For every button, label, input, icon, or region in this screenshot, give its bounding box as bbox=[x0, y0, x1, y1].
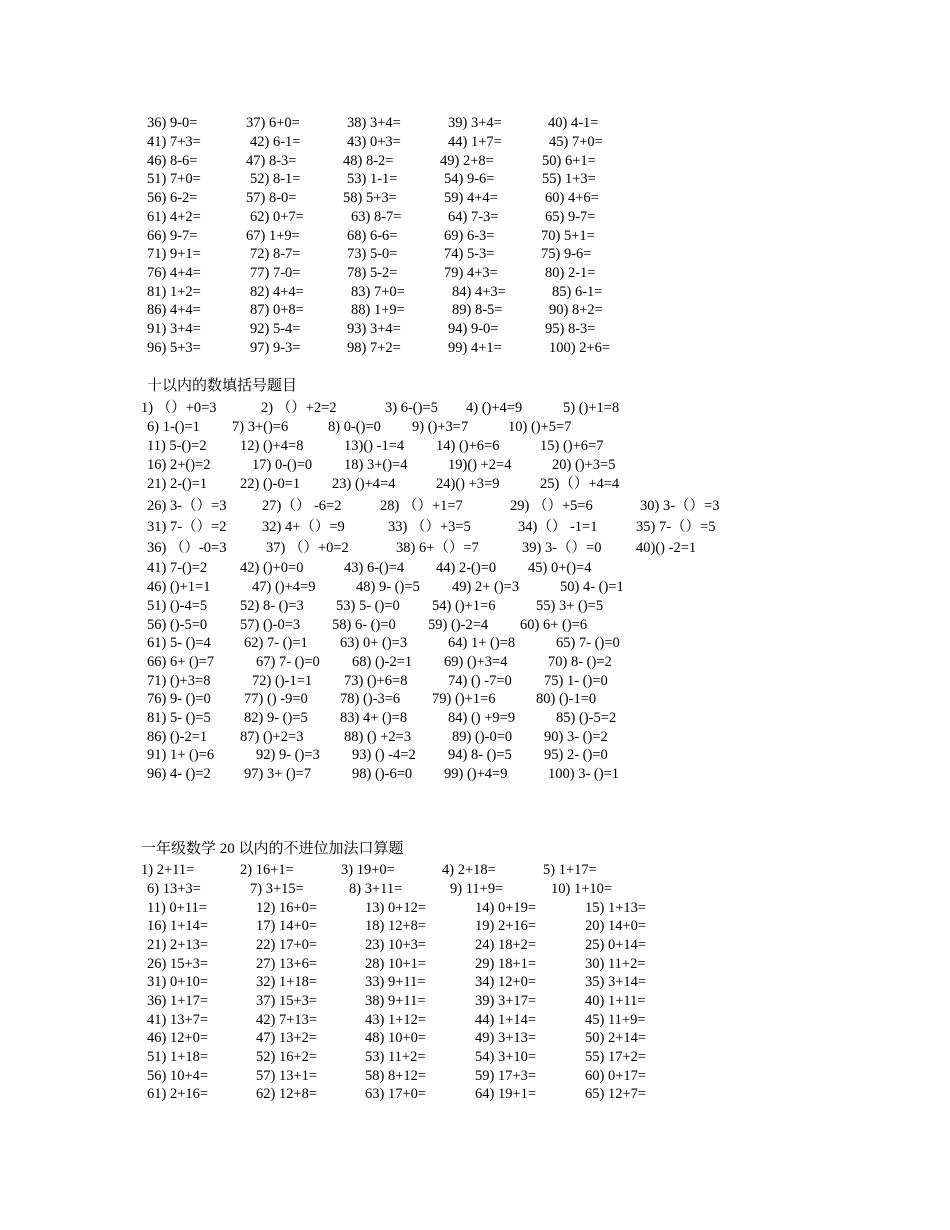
math-problem: 22) 17+0= bbox=[256, 937, 318, 953]
math-problem: 14) ()+6=6 bbox=[436, 438, 500, 454]
math-problem: 74) 5-3= bbox=[444, 246, 495, 262]
math-problem: 25) 0+14= bbox=[585, 937, 647, 953]
math-problem: 57) 8-0= bbox=[246, 190, 297, 206]
problem-row bbox=[0, 418, 940, 436]
math-problem: 59) 17+3= bbox=[475, 1068, 537, 1084]
math-problem: 36) 1+17= bbox=[147, 993, 209, 1009]
math-problem: 52) 16+2= bbox=[256, 1049, 318, 1065]
math-problem: 84) () +9=9 bbox=[448, 710, 516, 726]
math-problem: 39) 3+4= bbox=[448, 115, 502, 131]
math-problem: 24) 18+2= bbox=[475, 937, 537, 953]
problem-row bbox=[0, 728, 940, 746]
problem-row bbox=[0, 899, 940, 917]
math-problem: 76) 4+4= bbox=[147, 265, 201, 281]
problem-row bbox=[0, 475, 940, 493]
math-problem: 85) 6-1= bbox=[552, 284, 603, 300]
math-problem: 66) 6+ ()=7 bbox=[147, 654, 215, 670]
math-problem: 76) 9- ()=0 bbox=[147, 691, 211, 707]
math-problem: 19)() +2=4 bbox=[448, 457, 512, 473]
math-problem: 79) ()+1=6 bbox=[432, 691, 496, 707]
math-problem: 47) ()+4=9 bbox=[252, 579, 316, 595]
math-problem: 52) 8- ()=3 bbox=[240, 598, 304, 614]
math-problem: 51) 1+18= bbox=[147, 1049, 209, 1065]
math-problem: 26) 15+3= bbox=[147, 956, 209, 972]
math-problem: 78) 5-2= bbox=[347, 265, 398, 281]
math-problem: 31) 7-（）=2 bbox=[147, 519, 227, 535]
problem-row bbox=[0, 917, 940, 935]
math-problem: 50) 6+1= bbox=[542, 153, 596, 169]
math-problem: 64) 1+ ()=8 bbox=[448, 635, 516, 651]
math-problem: 80) ()-1=0 bbox=[536, 691, 597, 707]
problem-row bbox=[0, 320, 940, 338]
math-problem: 85) ()-5=2 bbox=[556, 710, 617, 726]
math-problem: 35) 3+14= bbox=[585, 974, 647, 990]
problem-row bbox=[0, 973, 940, 991]
math-problem: 69) ()+3=4 bbox=[444, 654, 508, 670]
math-problem: 22) ()-0=1 bbox=[240, 476, 301, 492]
math-problem: 72) ()-1=1 bbox=[252, 673, 313, 689]
math-problem: 14) 0+19= bbox=[475, 900, 537, 916]
math-problem: 12) 16+0= bbox=[256, 900, 318, 916]
math-problem: 17) 0-()=0 bbox=[252, 457, 313, 473]
math-problem: 7) 3+15= bbox=[250, 881, 304, 897]
math-problem: 95) 2- ()=0 bbox=[544, 747, 608, 763]
problem-row bbox=[0, 339, 940, 357]
math-problem: 48) 9- ()=5 bbox=[356, 579, 420, 595]
math-problem: 33) （）+3=5 bbox=[388, 519, 471, 535]
section-title-addition-within-20: 一年级数学 20 以内的不进位加法口算题 bbox=[141, 841, 404, 857]
math-problem: 4) ()+4=9 bbox=[466, 400, 523, 416]
math-problem: 23) ()+4=4 bbox=[332, 476, 396, 492]
math-problem: 65) 12+7= bbox=[585, 1086, 647, 1102]
math-problem: 40)() -2=1 bbox=[636, 540, 697, 556]
math-problem: 24)() +3=9 bbox=[436, 476, 500, 492]
math-problem: 41) 7+3= bbox=[147, 134, 201, 150]
math-problem: 28) 10+1= bbox=[365, 956, 427, 972]
problem-row bbox=[0, 301, 940, 319]
math-problem: 72) 8-7= bbox=[250, 246, 301, 262]
problem-row bbox=[0, 497, 940, 515]
math-problem: 62) 0+7= bbox=[250, 209, 304, 225]
math-problem: 82) 4+4= bbox=[250, 284, 304, 300]
math-problem: 3) 19+0= bbox=[341, 862, 395, 878]
math-problem: 56) 6-2= bbox=[147, 190, 198, 206]
math-problem: 32) 1+18= bbox=[256, 974, 318, 990]
math-problem: 86) ()-2=1 bbox=[147, 729, 208, 745]
problem-row bbox=[0, 399, 940, 417]
math-problem: 28) （）+1=7 bbox=[380, 498, 463, 514]
problem-row bbox=[0, 170, 940, 188]
math-problem: 34)（） -1=1 bbox=[518, 519, 598, 535]
math-problem: 44) 2-()=0 bbox=[436, 560, 497, 576]
math-problem: 3) 6-()=5 bbox=[385, 400, 438, 416]
math-problem: 99) ()+4=9 bbox=[444, 766, 508, 782]
math-problem: 66) 9-7= bbox=[147, 228, 198, 244]
math-problem: 6) 13+3= bbox=[147, 881, 201, 897]
math-problem: 39) 3-（）=0 bbox=[522, 540, 602, 556]
problem-row bbox=[0, 539, 940, 557]
math-problem: 23) 10+3= bbox=[365, 937, 427, 953]
math-problem: 63) 17+0= bbox=[365, 1086, 427, 1102]
math-problem: 68) ()-2=1 bbox=[352, 654, 413, 670]
math-problem: 93) () -4=2 bbox=[352, 747, 416, 763]
math-problem: 71) ()+3=8 bbox=[147, 673, 211, 689]
math-problem: 70) 8- ()=2 bbox=[548, 654, 612, 670]
math-problem: 12) ()+4=8 bbox=[240, 438, 304, 454]
math-problem: 89) ()-0=0 bbox=[452, 729, 513, 745]
math-problem: 49) 2+8= bbox=[440, 153, 494, 169]
problem-row bbox=[0, 559, 940, 577]
math-problem: 91) 1+ ()=6 bbox=[147, 747, 215, 763]
problem-row bbox=[0, 616, 940, 634]
problem-row bbox=[0, 992, 940, 1010]
math-problem: 13)() -1=4 bbox=[344, 438, 405, 454]
math-problem: 29) （）+5=6 bbox=[510, 498, 593, 514]
problem-row bbox=[0, 578, 940, 596]
math-problem: 96) 5+3= bbox=[147, 340, 201, 356]
math-problem: 73) 5-0= bbox=[347, 246, 398, 262]
math-problem: 60) 0+17= bbox=[585, 1068, 647, 1084]
math-problem: 78) ()-3=6 bbox=[340, 691, 401, 707]
math-problem: 9) ()+3=7 bbox=[412, 419, 469, 435]
math-problem: 81) 5- ()=5 bbox=[147, 710, 211, 726]
math-problem: 67) 1+9= bbox=[246, 228, 300, 244]
problem-row bbox=[0, 936, 940, 954]
math-problem: 13) 0+12= bbox=[365, 900, 427, 916]
math-problem: 32) 4+（）=9 bbox=[262, 519, 345, 535]
math-problem: 43) 6-()=4 bbox=[344, 560, 405, 576]
math-problem: 54) 9-6= bbox=[444, 171, 495, 187]
math-problem: 70) 5+1= bbox=[541, 228, 595, 244]
math-problem: 88) 1+9= bbox=[351, 302, 405, 318]
problem-row bbox=[0, 709, 940, 727]
math-problem: 18) 12+8= bbox=[365, 918, 427, 934]
math-problem: 5) ()+1=8 bbox=[563, 400, 620, 416]
math-problem: 61) 4+2= bbox=[147, 209, 201, 225]
math-problem: 69) 6-3= bbox=[444, 228, 495, 244]
math-problem: 7) 3+()=6 bbox=[232, 419, 289, 435]
math-problem: 59) ()-2=4 bbox=[428, 617, 489, 633]
math-problem: 93) 3+4= bbox=[347, 321, 401, 337]
math-problem: 90) 8+2= bbox=[549, 302, 603, 318]
math-problem: 48) 8-2= bbox=[343, 153, 394, 169]
math-problem: 50) 2+14= bbox=[585, 1030, 647, 1046]
problem-row bbox=[0, 245, 940, 263]
math-problem: 41) 7-()=2 bbox=[147, 560, 208, 576]
math-problem: 60) 4+6= bbox=[545, 190, 599, 206]
math-problem: 45) 7+0= bbox=[549, 134, 603, 150]
math-problem: 5) 1+17= bbox=[543, 862, 597, 878]
math-problem: 20) ()+3=5 bbox=[552, 457, 616, 473]
math-problem: 47) 8-3= bbox=[246, 153, 297, 169]
math-problem: 68) 6-6= bbox=[347, 228, 398, 244]
math-problem: 15) ()+6=7 bbox=[540, 438, 604, 454]
math-problem: 61) 2+16= bbox=[147, 1086, 209, 1102]
math-problem: 2) （）+2=2 bbox=[261, 400, 337, 416]
math-problem: 42) ()+0=0 bbox=[240, 560, 304, 576]
math-problem: 55) 3+ ()=5 bbox=[536, 598, 604, 614]
math-problem: 43) 0+3= bbox=[347, 134, 401, 150]
math-problem: 77) () -9=0 bbox=[244, 691, 308, 707]
math-problem: 99) 4+1= bbox=[448, 340, 502, 356]
math-problem: 62) 12+8= bbox=[256, 1086, 318, 1102]
math-problem: 62) 7- ()=1 bbox=[244, 635, 308, 651]
math-problem: 41) 13+7= bbox=[147, 1012, 209, 1028]
math-problem: 56) 10+4= bbox=[147, 1068, 209, 1084]
math-problem: 8) 0-()=0 bbox=[328, 419, 381, 435]
math-problem: 16) 2+()=2 bbox=[147, 457, 211, 473]
math-problem: 73) ()+6=8 bbox=[344, 673, 408, 689]
math-problem: 46) 12+0= bbox=[147, 1030, 209, 1046]
math-problem: 65) 7- ()=0 bbox=[556, 635, 620, 651]
math-problem: 67) 7- ()=0 bbox=[256, 654, 320, 670]
math-problem: 58) 8+12= bbox=[365, 1068, 427, 1084]
math-problem: 94) 8- ()=5 bbox=[448, 747, 512, 763]
problem-row bbox=[0, 437, 940, 455]
math-problem: 38) 6+（）=7 bbox=[396, 540, 479, 556]
math-problem: 16) 1+14= bbox=[147, 918, 209, 934]
problem-row bbox=[0, 1085, 940, 1103]
math-problem: 44) 1+7= bbox=[448, 134, 502, 150]
math-problem: 75) 9-6= bbox=[541, 246, 592, 262]
problem-row bbox=[0, 1067, 940, 1085]
math-problem: 63) 8-7= bbox=[351, 209, 402, 225]
problem-row bbox=[0, 189, 940, 207]
math-problem: 39) 3+17= bbox=[475, 993, 537, 1009]
math-problem: 6) 1-()=1 bbox=[147, 419, 200, 435]
math-problem: 26) 3-（）=3 bbox=[147, 498, 227, 514]
math-problem: 48) 10+0= bbox=[365, 1030, 427, 1046]
math-problem: 97) 9-3= bbox=[250, 340, 301, 356]
math-problem: 11) 5-()=2 bbox=[147, 438, 207, 454]
math-problem: 58) 6- ()=0 bbox=[332, 617, 396, 633]
math-problem: 46) ()+1=1 bbox=[147, 579, 211, 595]
math-problem: 100) 3- ()=1 bbox=[548, 766, 619, 782]
math-problem: 47) 13+2= bbox=[256, 1030, 318, 1046]
math-problem: 98) 7+2= bbox=[347, 340, 401, 356]
math-problem: 63) 0+ ()=3 bbox=[340, 635, 408, 651]
math-problem: 75) 1- ()=0 bbox=[544, 673, 608, 689]
math-problem: 18) 3+()=4 bbox=[344, 457, 408, 473]
math-problem: 100) 2+6= bbox=[549, 340, 611, 356]
math-problem: 11) 0+11= bbox=[147, 900, 207, 916]
math-problem: 57) ()-0=3 bbox=[240, 617, 301, 633]
math-problem: 38) 3+4= bbox=[347, 115, 401, 131]
math-problem: 10) 1+10= bbox=[551, 881, 613, 897]
math-problem: 53) 11+2= bbox=[365, 1049, 426, 1065]
problem-row bbox=[0, 634, 940, 652]
math-problem: 80) 2-1= bbox=[545, 265, 596, 281]
math-problem: 37) （）+0=2 bbox=[266, 540, 349, 556]
math-problem: 36) 9-0= bbox=[147, 115, 198, 131]
problem-row bbox=[0, 114, 940, 132]
math-problem: 64) 7-3= bbox=[448, 209, 499, 225]
math-problem: 59) 4+4= bbox=[444, 190, 498, 206]
problem-row bbox=[0, 264, 940, 282]
math-problem: 44) 1+14= bbox=[475, 1012, 537, 1028]
math-problem: 90) 3- ()=2 bbox=[544, 729, 608, 745]
math-problem: 33) 9+11= bbox=[365, 974, 426, 990]
math-problem: 60) 6+ ()=6 bbox=[520, 617, 588, 633]
math-problem: 1) 2+11= bbox=[141, 862, 195, 878]
math-problem: 84) 4+3= bbox=[452, 284, 506, 300]
math-problem: 64) 19+1= bbox=[475, 1086, 537, 1102]
problem-row bbox=[0, 1048, 940, 1066]
math-problem: 98) ()-6=0 bbox=[352, 766, 413, 782]
math-problem: 42) 6-1= bbox=[250, 134, 301, 150]
problem-row bbox=[0, 672, 940, 690]
math-problem: 9) 11+9= bbox=[450, 881, 504, 897]
problem-row bbox=[0, 283, 940, 301]
math-problem: 17) 14+0= bbox=[256, 918, 318, 934]
math-problem: 89) 8-5= bbox=[452, 302, 503, 318]
math-problem: 2) 16+1= bbox=[240, 862, 294, 878]
math-problem: 91) 3+4= bbox=[147, 321, 201, 337]
math-problem: 97) 3+ ()=7 bbox=[244, 766, 312, 782]
math-problem: 4) 2+18= bbox=[442, 862, 496, 878]
math-problem: 27) 13+6= bbox=[256, 956, 318, 972]
math-problem: 45) 11+9= bbox=[585, 1012, 646, 1028]
math-problem: 20) 14+0= bbox=[585, 918, 647, 934]
math-problem: 51) ()-4=5 bbox=[147, 598, 208, 614]
math-problem: 40) 4-1= bbox=[548, 115, 599, 131]
math-problem: 34) 12+0= bbox=[475, 974, 537, 990]
math-problem: 54) 3+10= bbox=[475, 1049, 537, 1065]
problem-row bbox=[0, 653, 940, 671]
problem-row bbox=[0, 1029, 940, 1047]
math-problem: 55) 1+3= bbox=[542, 171, 596, 187]
math-problem: 30) 3-（）=3 bbox=[640, 498, 720, 514]
math-problem: 77) 7-0= bbox=[250, 265, 301, 281]
math-problem: 27)（） -6=2 bbox=[262, 498, 342, 514]
math-problem: 87) ()+2=3 bbox=[240, 729, 304, 745]
problem-row bbox=[0, 208, 940, 226]
math-problem: 31) 0+10= bbox=[147, 974, 209, 990]
problem-row bbox=[0, 518, 940, 536]
math-problem: 57) 13+1= bbox=[256, 1068, 318, 1084]
problem-row bbox=[0, 133, 940, 151]
math-problem: 95) 8-3= bbox=[545, 321, 596, 337]
math-problem: 21) 2-()=1 bbox=[147, 476, 208, 492]
math-problem: 55) 17+2= bbox=[585, 1049, 647, 1065]
math-problem: 8) 3+11= bbox=[349, 881, 403, 897]
problem-row bbox=[0, 955, 940, 973]
math-problem: 87) 0+8= bbox=[250, 302, 304, 318]
math-problem: 50) 4- ()=1 bbox=[560, 579, 624, 595]
math-problem: 65) 9-7= bbox=[545, 209, 596, 225]
math-problem: 49) 3+13= bbox=[475, 1030, 537, 1046]
math-problem: 71) 9+1= bbox=[147, 246, 201, 262]
math-problem: 37) 6+0= bbox=[246, 115, 300, 131]
math-problem: 61) 5- ()=4 bbox=[147, 635, 211, 651]
math-problem: 58) 5+3= bbox=[343, 190, 397, 206]
problem-row bbox=[0, 690, 940, 708]
math-problem: 37) 15+3= bbox=[256, 993, 318, 1009]
math-problem: 1) （）+0=3 bbox=[141, 400, 217, 416]
math-problem: 49) 2+ ()=3 bbox=[452, 579, 520, 595]
problem-row bbox=[0, 746, 940, 764]
math-problem: 46) 8-6= bbox=[147, 153, 198, 169]
problem-row bbox=[0, 861, 940, 879]
math-problem: 38) 9+11= bbox=[365, 993, 426, 1009]
math-problem: 82) 9- ()=5 bbox=[244, 710, 308, 726]
math-problem: 42) 7+13= bbox=[256, 1012, 318, 1028]
math-problem: 35) 7-（）=5 bbox=[636, 519, 716, 535]
problem-row bbox=[0, 227, 940, 245]
problem-row bbox=[0, 597, 940, 615]
math-problem: 53) 5- ()=0 bbox=[336, 598, 400, 614]
section-title-fill-brackets: 十以内的数填括号题目 bbox=[147, 378, 298, 394]
math-problem: 56) ()-5=0 bbox=[147, 617, 208, 633]
math-problem: 83) 4+ ()=8 bbox=[340, 710, 408, 726]
math-problem: 88) () +2=3 bbox=[344, 729, 412, 745]
problem-row bbox=[0, 152, 940, 170]
math-problem: 74) () -7=0 bbox=[448, 673, 512, 689]
math-problem: 86) 4+4= bbox=[147, 302, 201, 318]
math-problem: 36) （）-0=3 bbox=[147, 540, 227, 556]
math-problem: 43) 1+12= bbox=[365, 1012, 427, 1028]
math-problem: 15) 1+13= bbox=[585, 900, 647, 916]
problem-row bbox=[0, 765, 940, 783]
problem-row bbox=[0, 1011, 940, 1029]
math-problem: 45) 0+()=4 bbox=[528, 560, 592, 576]
math-problem: 92) 5-4= bbox=[250, 321, 301, 337]
problem-row bbox=[0, 456, 940, 474]
math-problem: 19) 2+16= bbox=[475, 918, 537, 934]
math-problem: 53) 1-1= bbox=[347, 171, 398, 187]
math-problem: 81) 1+2= bbox=[147, 284, 201, 300]
math-problem: 30) 11+2= bbox=[585, 956, 646, 972]
math-problem: 10) ()+5=7 bbox=[508, 419, 572, 435]
math-problem: 51) 7+0= bbox=[147, 171, 201, 187]
math-problem: 21) 2+13= bbox=[147, 937, 209, 953]
math-problem: 25)（）+4=4 bbox=[540, 476, 620, 492]
math-problem: 29) 18+1= bbox=[475, 956, 537, 972]
math-problem: 40) 1+11= bbox=[585, 993, 646, 1009]
math-problem: 54) ()+1=6 bbox=[432, 598, 496, 614]
math-problem: 92) 9- ()=3 bbox=[256, 747, 320, 763]
math-problem: 52) 8-1= bbox=[250, 171, 301, 187]
math-problem: 79) 4+3= bbox=[444, 265, 498, 281]
math-problem: 83) 7+0= bbox=[351, 284, 405, 300]
problem-row bbox=[0, 880, 940, 898]
math-problem: 94) 9-0= bbox=[448, 321, 499, 337]
math-problem: 96) 4- ()=2 bbox=[147, 766, 211, 782]
